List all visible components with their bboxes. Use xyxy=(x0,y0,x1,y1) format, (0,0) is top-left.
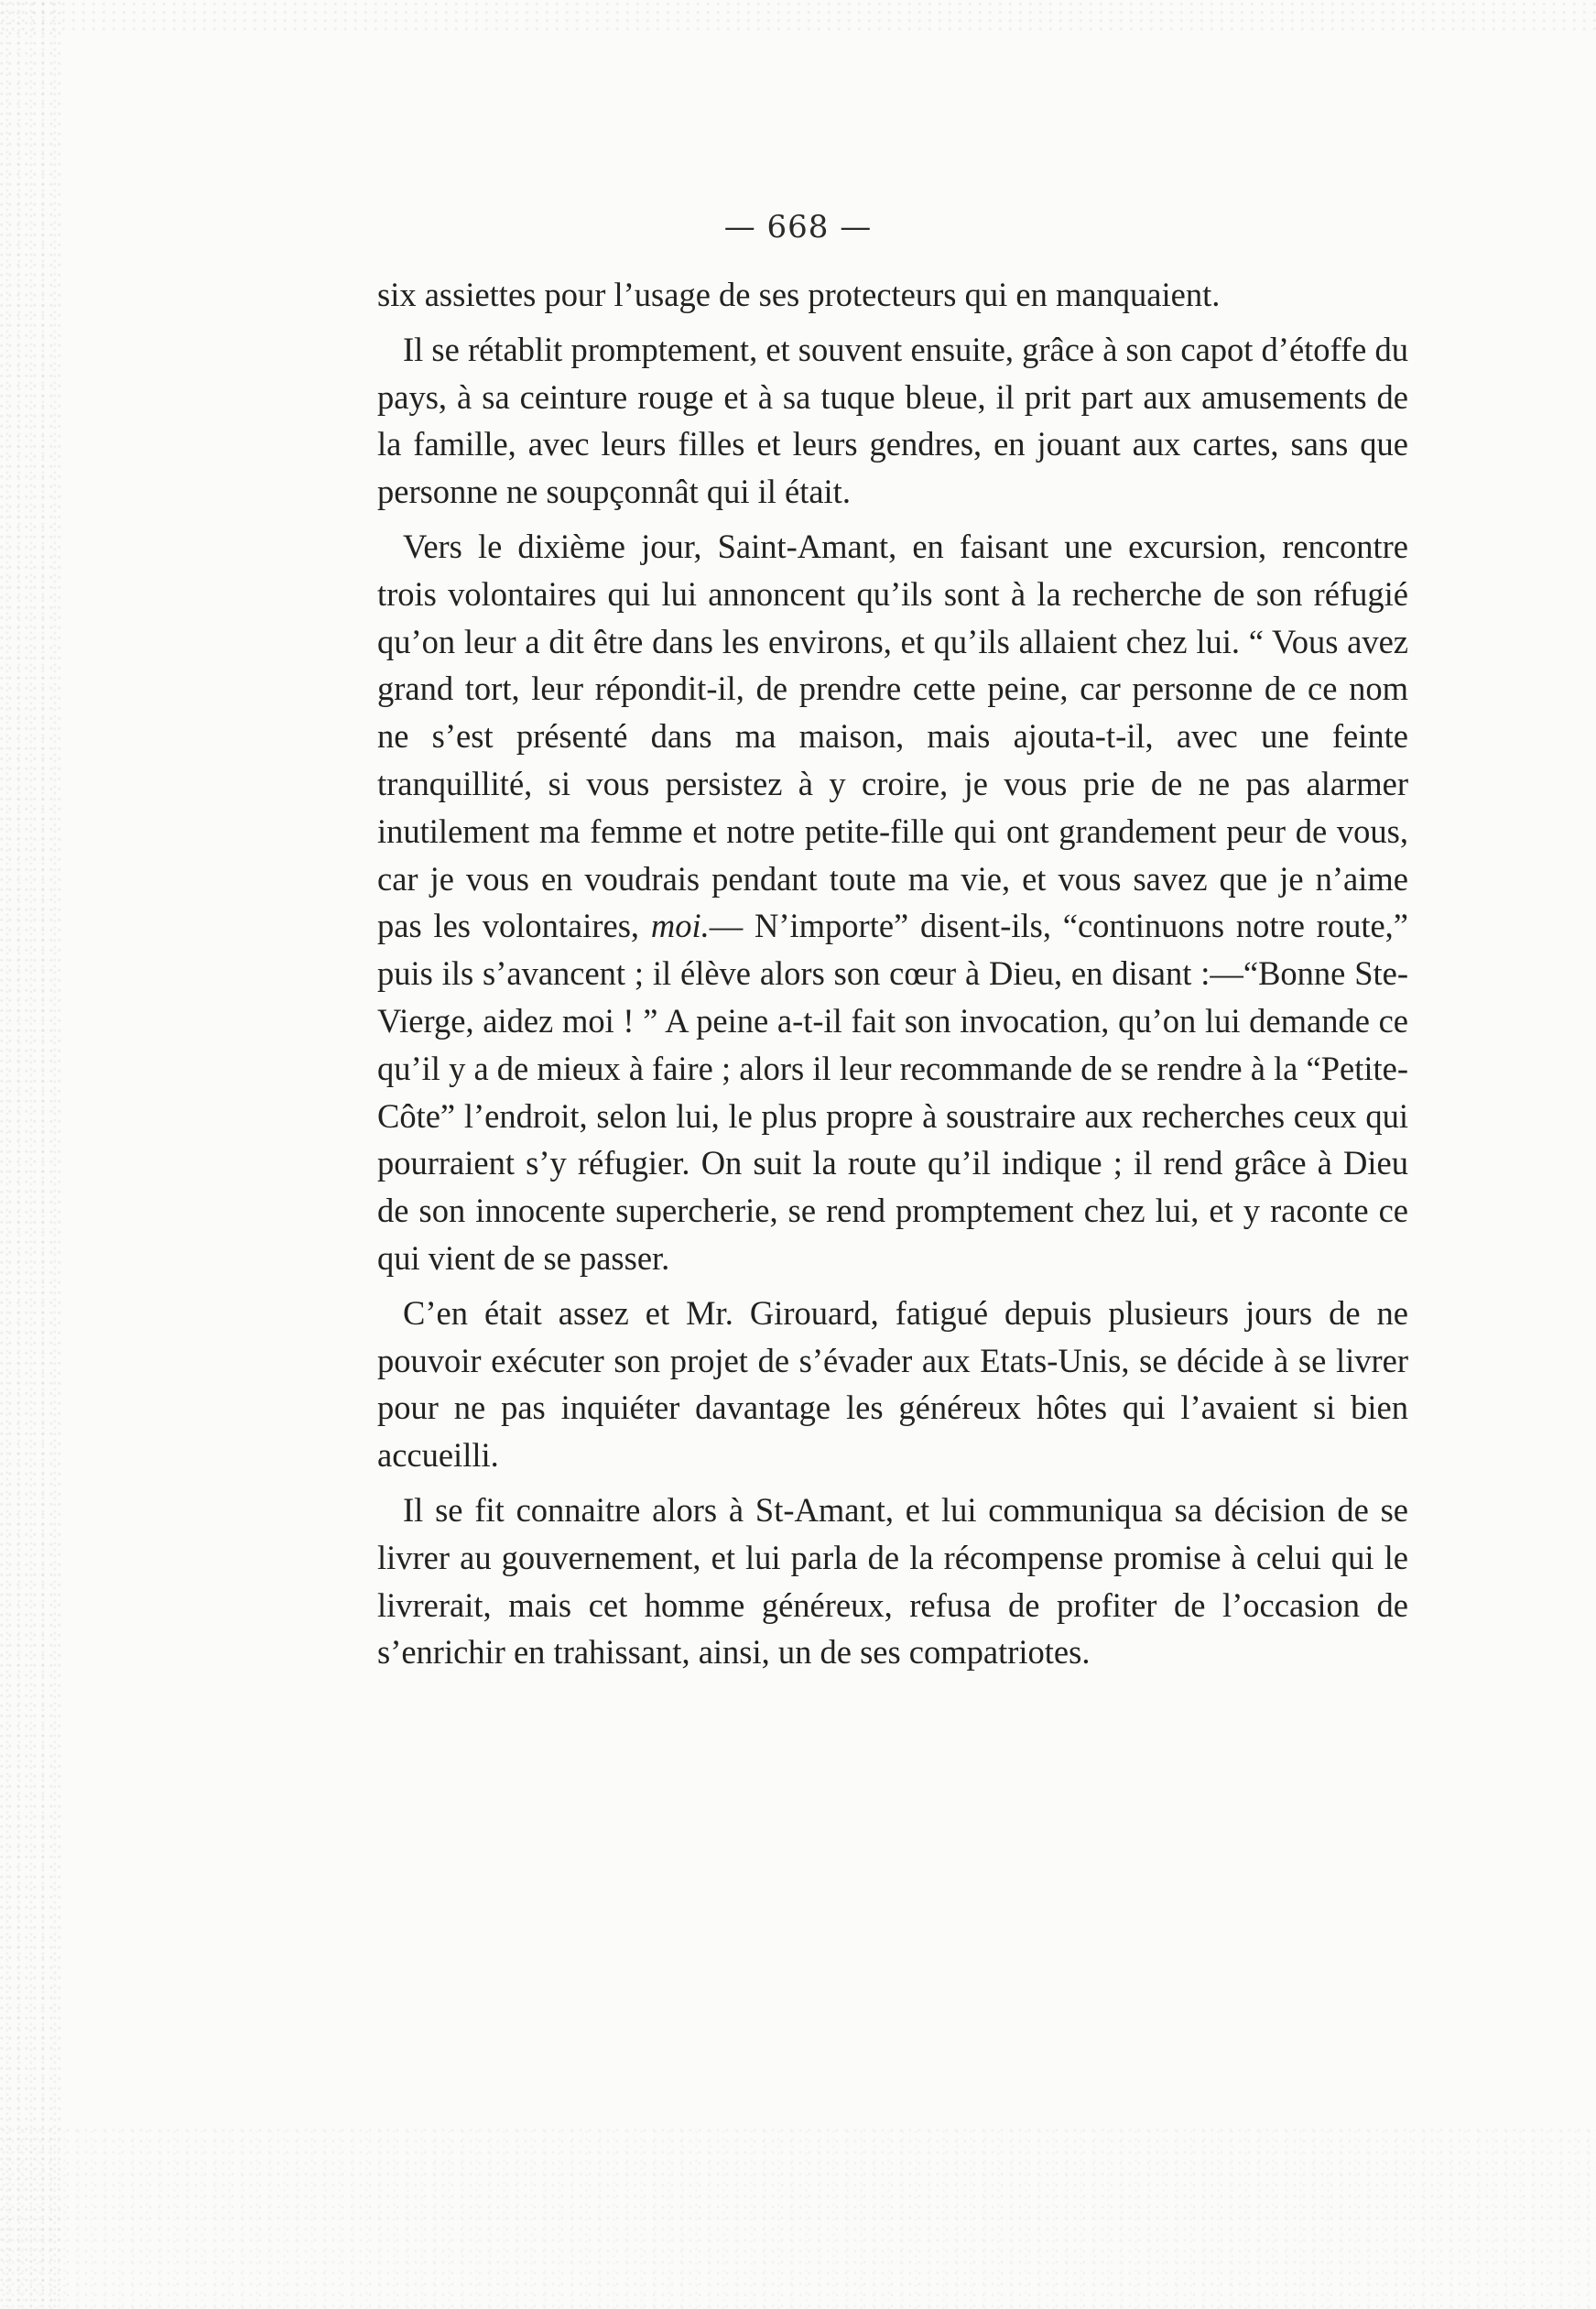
body-text xyxy=(377,271,1408,1683)
paragraph-volunteers-part1: Vers le dixième jour, Saint-Amant, en faisant une excursion, rencontre trois volontaires qui lui annoncent qu’ils sont à la recherche de son réfugié qu’on leur a dit être dans les environs, et qu’ils allaient chez lui. “ Vous avez grand tort, leur répondit-il, de prendre cette peine, car personne de ce nom ne s’est présenté dans ma maison, mais ajouta-t-il, avec une feinte tranquillité, si vous persistez à y croire, je vous prie de ne pas alarmer inutilement ma femme et notre petite-fille qui ont grandement peur de vous, car je vous en voudrais pendant toute ma vie, et vous savez que je n’aime pas les volontaires, xyxy=(377,527,1408,945)
paragraph-surrender: Il se fit connaitre alors à St-Amant, et lui communiqua sa décision de se livrer au gouvernement, et lui parla de la récompense promise à celui qui le livrerait, mais cet homme généreux, refusa de profiter de l’occasion de s’enrichir en trahissant, ainsi, un de ses compatriotes. xyxy=(377,1490,1408,1672)
paragraph-volunteers xyxy=(377,523,1408,1282)
scan-noise-bottom xyxy=(0,2126,1596,2309)
paragraph-volunteers-italic: moi. xyxy=(650,907,710,945)
scan-noise-top xyxy=(0,0,1596,32)
paragraph-girouard-decision: C’en était assez et Mr. Girouard, fatigué depuis plusieurs jours de ne pouvoir exécuter son projet de s’évader aux Etats-Unis, se décide à se livrer pour ne pas inquiéter davantage les généreux hôtes qui l’avaient si bien accueilli. xyxy=(377,1293,1408,1475)
paragraph-recovery: Il se rétablit promptement, et souvent ensuite, grâce à son capot d’étoffe du pays, à sa ceinture rouge et à sa tuque bleue, il prit part aux amusements de la famille, avec leurs filles et leurs gendres, en jouant aux cartes, sans que personne ne soupçonnât qui il était. xyxy=(377,330,1409,511)
page-number: — 668 — xyxy=(723,209,873,245)
scan-noise-left xyxy=(0,0,64,2309)
paragraph-volunteers-part2: — N’importe” disent-ils, “continuons notre route,” puis ils s’avancent ; il élève alors son cœur à Dieu, en disant :—“Bonne Ste-Vierge, aidez moi ! ” A peine a-t-il fait son invocation, qu’on lui demande ce qu’il y a de mieux à faire ; alors il leur recommande de se rendre à la “Petite-Côte” l’endroit, selon lui, le plus propre à soustraire aux recherches ceux qui pourraient s’y réfugier. On suit la route qu’il indique ; il rend grâce à Dieu de son innocente supercherie, se rend promptement chez lui, et y raconte ce qui vient de se passer. xyxy=(377,907,1408,1277)
paragraph-continuation: six assiettes pour l’usage de ses protecteurs qui en manquaient. xyxy=(377,276,1221,313)
